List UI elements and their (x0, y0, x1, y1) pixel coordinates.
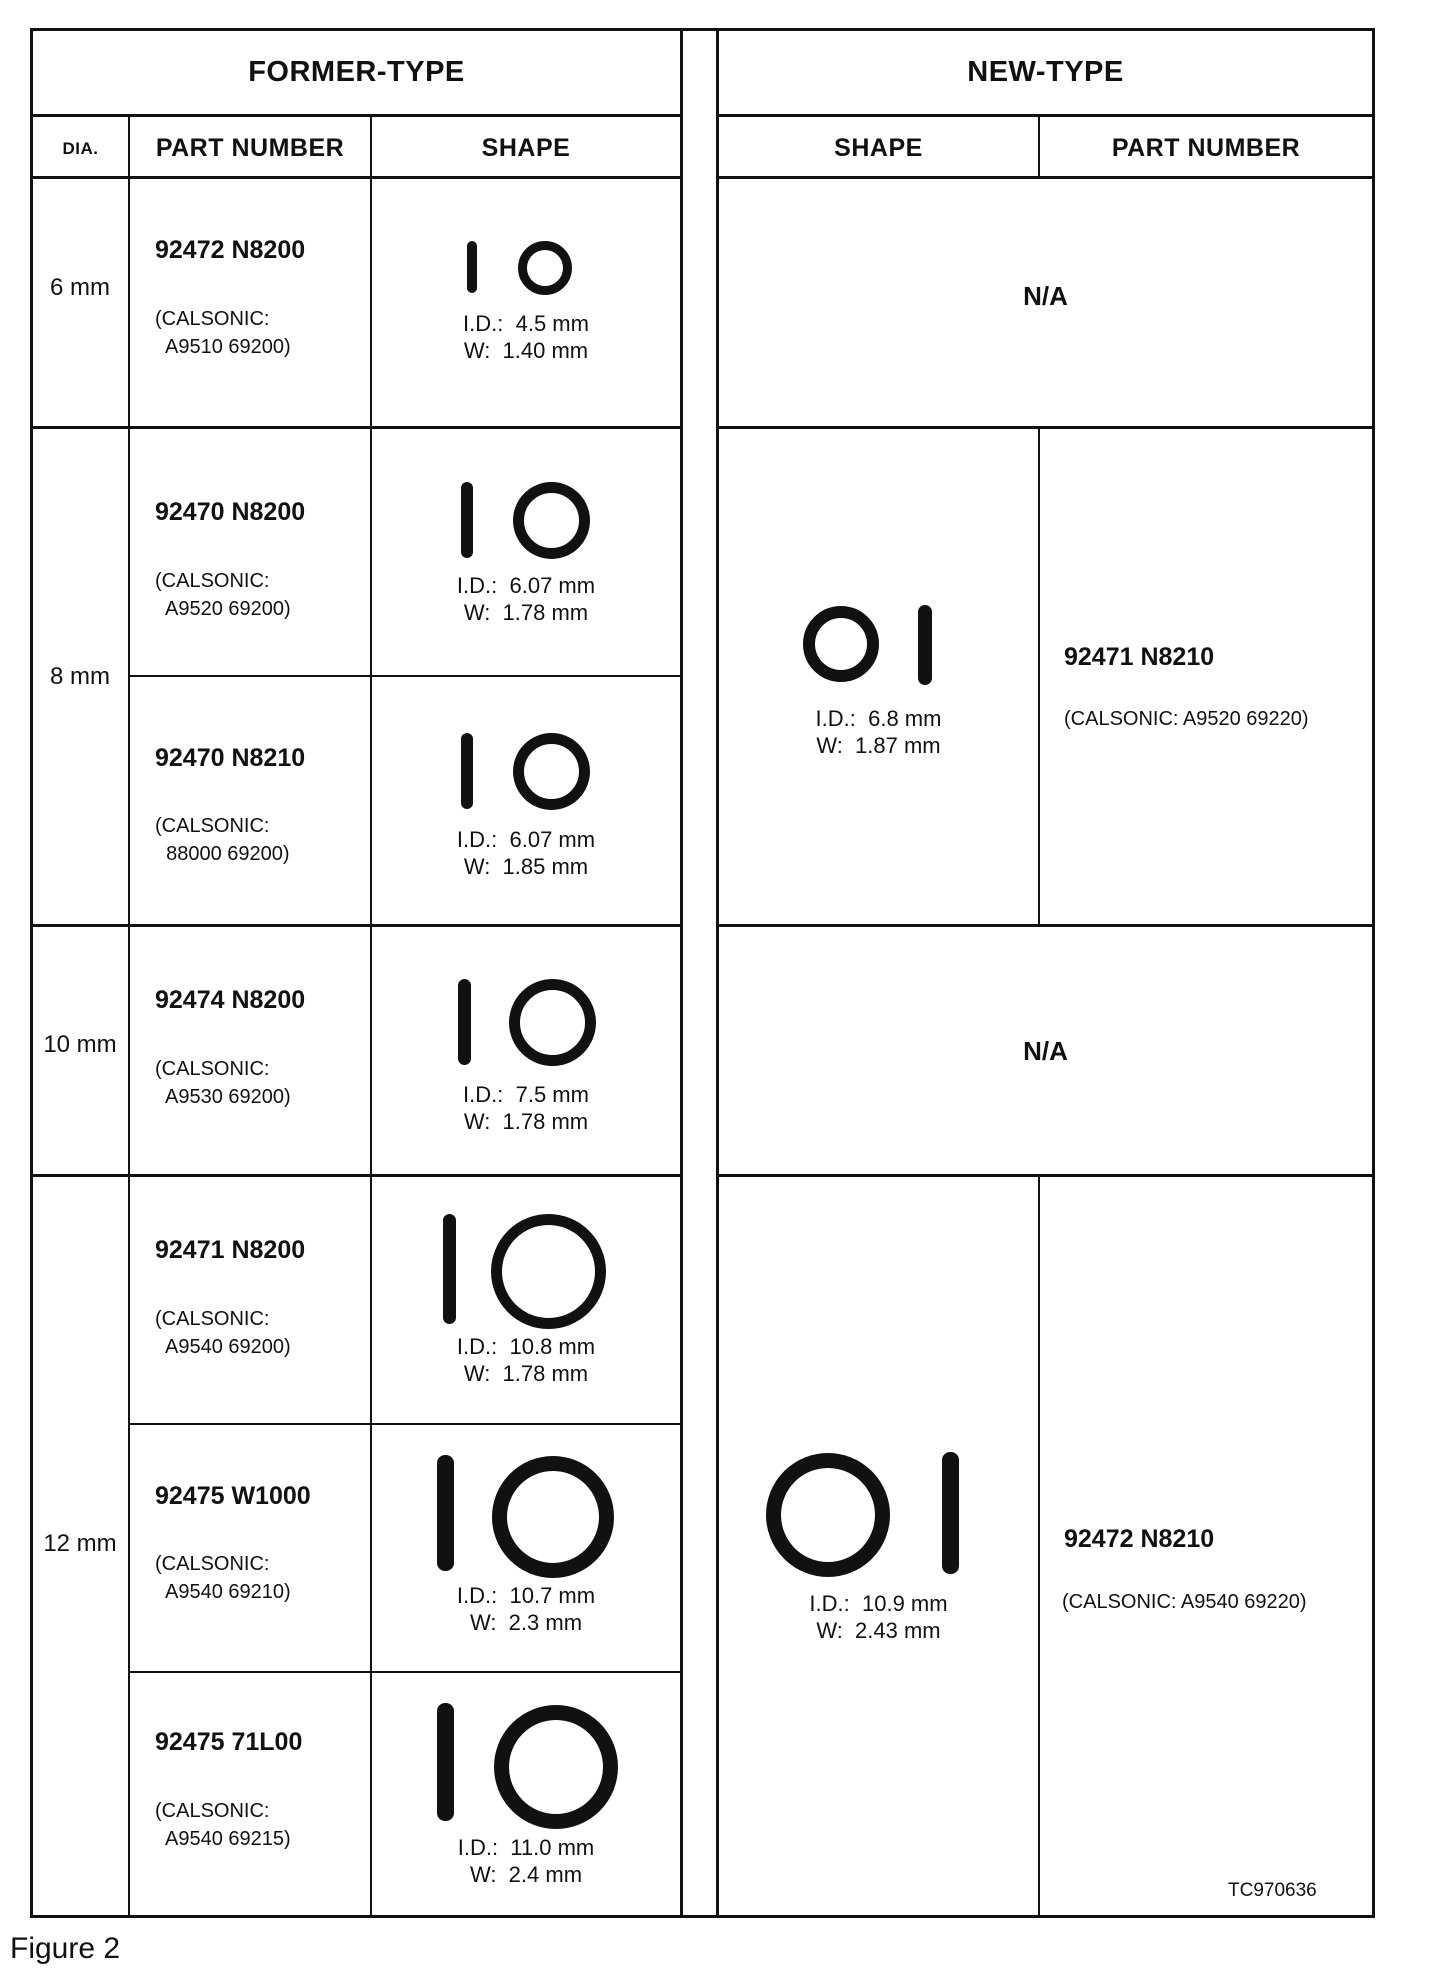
o-ring-profile-icon (437, 1703, 454, 1821)
o-ring-profile-icon (942, 1452, 959, 1574)
o-ring-profile-icon (918, 605, 932, 685)
o-ring-cross-section-icon (513, 733, 590, 810)
calsonic-number: (CALSONIC: A9540 69220) (1062, 1591, 1307, 1613)
part-number: 92474 N8200 (155, 986, 306, 1014)
o-ring-profile-icon (443, 1214, 456, 1324)
column-header-new-shape: SHAPE (834, 134, 923, 162)
dia-label-12mm: 12 mm (43, 1530, 117, 1557)
ring-dimensions: I.D.: 6.8 mm W: 1.87 mm (815, 706, 942, 758)
o-ring-cross-section-icon (518, 241, 572, 295)
o-ring-profile-icon (437, 1455, 454, 1571)
part-number: 92472 N8200 (155, 236, 306, 264)
calsonic-number: (CALSONIC: A9540 69215) (155, 1800, 291, 1850)
part-number: 92470 N8200 (155, 498, 306, 526)
calsonic-number: (CALSONIC: A9520 69200) (155, 570, 291, 620)
new-type-title: NEW-TYPE (967, 56, 1124, 88)
calsonic-number: (CALSONIC: A9540 69210) (155, 1553, 291, 1603)
o-ring-cross-section-icon (509, 979, 596, 1066)
former-type-title: FORMER-TYPE (248, 56, 465, 88)
calsonic-number: (CALSONIC: A9520 69220) (1064, 708, 1309, 730)
column-header-dia: DIA. (62, 139, 99, 158)
ring-dimensions: I.D.: 10.9 mm W: 2.43 mm (809, 1591, 948, 1643)
column-header-part-number: PART NUMBER (155, 134, 345, 162)
part-number: 92471 N8210 (1064, 643, 1215, 671)
ring-dimensions: I.D.: 10.8 mm W: 1.78 mm (456, 1334, 596, 1386)
part-number: 92471 N8200 (155, 1236, 306, 1264)
dia-label-6mm: 6 mm (50, 274, 110, 301)
calsonic-number: (CALSONIC: A9510 69200) (155, 308, 291, 358)
dia-label-8mm: 8 mm (50, 663, 110, 690)
ring-dimensions: I.D.: 6.07 mm W: 1.85 mm (456, 827, 596, 879)
column-header-shape: SHAPE (481, 134, 571, 162)
ring-dimensions: I.D.: 10.7 mm W: 2.3 mm (456, 1583, 596, 1635)
o-ring-cross-section-icon (491, 1214, 606, 1329)
o-ring-cross-section-icon (803, 606, 879, 682)
calsonic-number: (CALSONIC: 88000 69200) (155, 815, 290, 865)
part-number: 92475 71L00 (155, 1728, 303, 1756)
o-ring-profile-icon (467, 241, 477, 293)
ring-dimensions: I.D.: 4.5 mm W: 1.40 mm (463, 311, 589, 363)
not-applicable-label: N/A (1023, 281, 1068, 311)
figure-caption: Figure 2 (10, 1932, 121, 1965)
calsonic-number: (CALSONIC: A9540 69200) (155, 1308, 291, 1358)
ring-dimensions: I.D.: 7.5 mm W: 1.78 mm (463, 1082, 589, 1134)
dia-label-10mm: 10 mm (43, 1031, 117, 1058)
o-ring-cross-section-icon (494, 1705, 618, 1829)
ring-dimensions: I.D.: 11.0 mm W: 2.4 mm (457, 1835, 595, 1887)
part-number: 92472 N8210 (1064, 1525, 1215, 1553)
column-header-new-part-number: PART NUMBER (1111, 134, 1301, 162)
reference-code: TC970636 (1228, 1880, 1317, 1901)
o-ring-cross-section-icon (513, 482, 590, 559)
o-ring-cross-section-icon (492, 1456, 614, 1578)
part-number: 92475 W1000 (155, 1482, 311, 1510)
o-ring-profile-icon (461, 482, 473, 558)
not-applicable-label: N/A (1023, 1036, 1068, 1066)
o-ring-profile-icon (458, 979, 471, 1065)
calsonic-number: (CALSONIC: A9530 69200) (155, 1058, 291, 1108)
o-ring-cross-section-icon (766, 1453, 890, 1577)
o-ring-profile-icon (461, 733, 473, 809)
ring-dimensions: I.D.: 6.07 mm W: 1.78 mm (456, 573, 596, 625)
part-number: 92470 N8210 (155, 744, 306, 772)
